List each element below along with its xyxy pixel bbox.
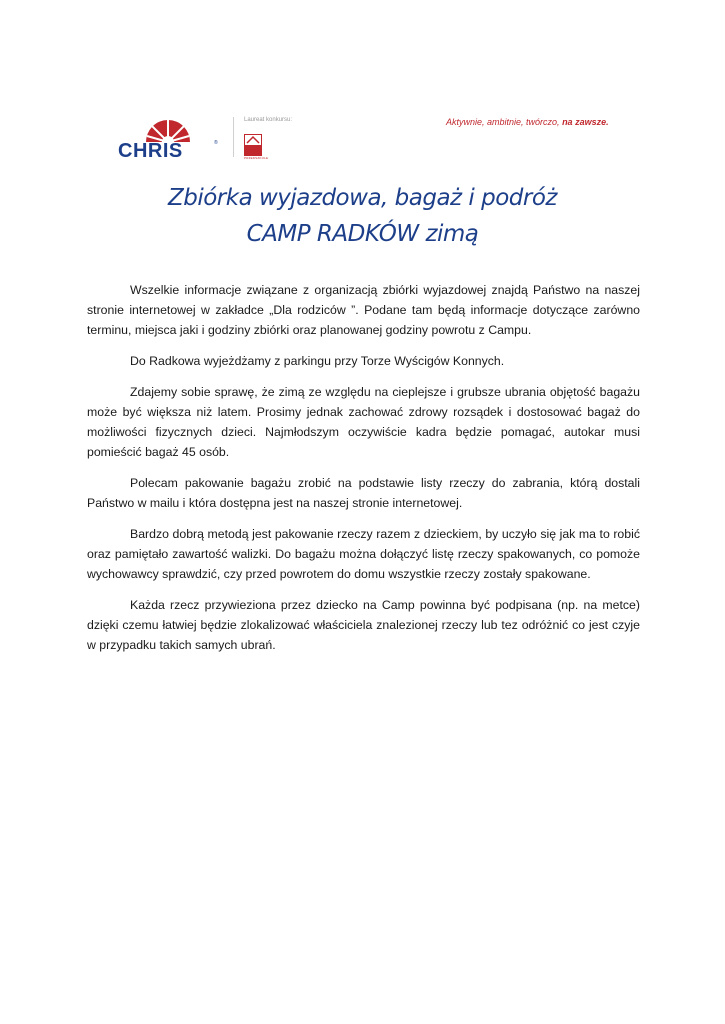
- laureat-label: Laureat konkursu:: [244, 117, 293, 123]
- slogan-bold: na zawsze.: [562, 117, 609, 127]
- paragraph: Polecam pakowanie bagażu zrobić na podstawie listy rzeczy do zabrania, którą dostali Państwo w mailu i która dostępna jest na naszej stronie internetowej.: [87, 476, 640, 510]
- paragraph: Każda rzecz przywieziona przez dziecko na Camp powinna być podpisana (np. na metce) dzięki czemu łatwiej będzie zlokalizować właściciela znalezionej rzeczy lub tez odróżnić co jest czyje w przypadku takich samych ubrań.: [87, 598, 640, 652]
- award-badge-icon: [244, 134, 262, 156]
- header-divider: [233, 117, 234, 157]
- document-title: [0, 180, 725, 252]
- slogan-regular: Aktywnie, ambitnie, twórczo,: [446, 117, 560, 127]
- page-header: [0, 0, 725, 175]
- document-body: [87, 280, 640, 666]
- title-line-1: Zbiórka wyjazdowa, bagaż i podróż: [167, 185, 558, 211]
- chris-logo: [118, 116, 218, 162]
- paragraph: Wszelkie informacje związane z organizacją zbiórki wyjazdowej znajdą Państwo na naszej stronie internetowej w zakładce „Dla rodziców ”. Podane tam będą informacje dotyczące zarówno terminu, miejsca jaki i godziny zbiórki oraz planowanej godziny powrotu z Campu.: [87, 283, 640, 337]
- paragraph: Do Radkowa wyjeżdżamy z parkingu przy Torze Wyścigów Konnych.: [130, 354, 505, 368]
- award-caption: PRZEDSZKOLE: [244, 156, 269, 160]
- logo-text: CHRIS: [118, 140, 183, 162]
- paragraph: Bardzo dobrą metodą jest pakowanie rzeczy razem z dzieckiem, by uczyło się jak ma to robić oraz pamiętało zawartość walizki. Do bagażu można dołączyć listę rzeczy spakowanych, co pomoże wychowawcy sprawdzić, czy przed powrotem do domu wszystkie rzeczy zostały spakowane.: [87, 527, 640, 581]
- paragraph: Zdajemy sobie sprawę, że zimą ze względu na cieplejsze i grubsze ubrania objętość bagażu może być większa niż latem. Prosimy jednak zachować zdrowy rozsądek i dostosować bagaż do możliwości fizycznych dzieci. Najmłodszym oczywiście kadra będzie pomagać, autokar musi pomieścić bagaż 45 osób.: [87, 385, 640, 459]
- title-line-2: CAMP RADKÓW zimą: [246, 221, 479, 247]
- slogan: [446, 117, 609, 127]
- registered-mark: ®: [214, 140, 218, 146]
